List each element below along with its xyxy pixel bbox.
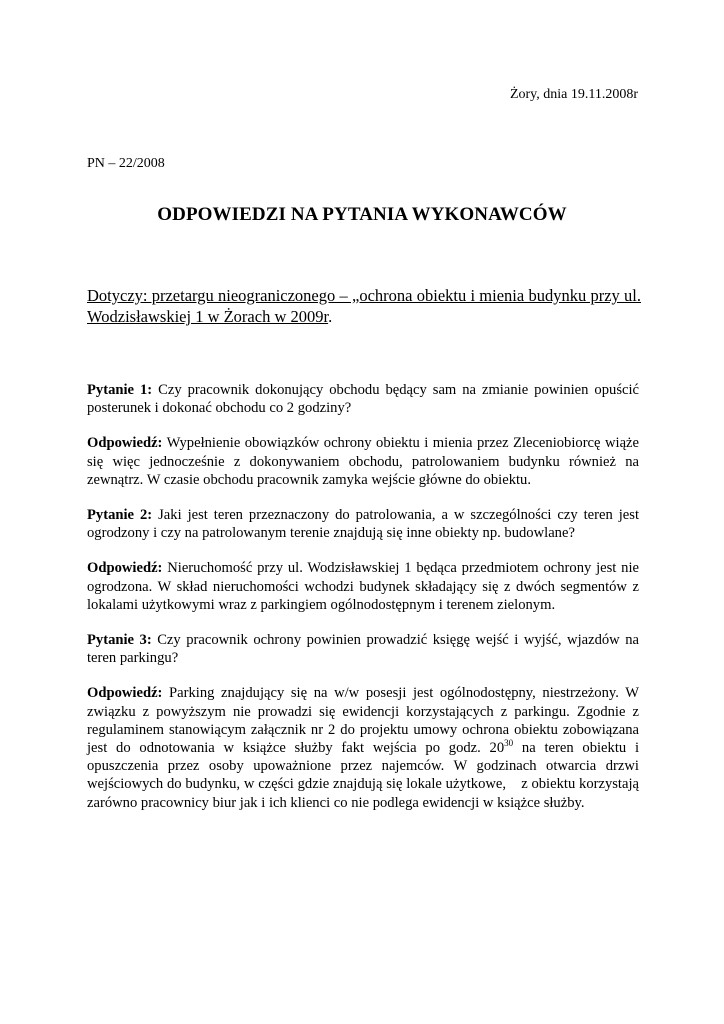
question-2-label: Pytanie 2: [87, 507, 153, 524]
answer-3-superscript: 30 [504, 738, 514, 749]
answer-2-label: Odpowiedź: [87, 560, 163, 577]
question-1-label: Pytanie 1: [87, 382, 153, 398]
question-2 [87, 506, 639, 542]
subject-text: Dotyczy: przetargu nieograniczonego – „ochrona obiektu i mienia budynku przy ul. Wodzisławskiej 1 w Żorach w 2009r [87, 286, 641, 326]
document-date: Żory, dnia 19.11.2008r [509, 87, 638, 102]
qa-body [87, 381, 643, 829]
answer-3-text-after: na teren obiektu i opuszczenia przez osoby upoważnione przez najemców. W godzinach otwarcia drzwi wejściowych do budynku, w części gdzie znajdują się lokale użytkowe, z obiektu korzystają zarówno pracownicy biur jak i ich klienci co nie podlega ewidencji w książce służby. [87, 740, 643, 811]
question-2-text: Jaki jest teren przeznaczony do patrolowania, a w szczególności czy teren jest ogrodzony i czy na patrolowanym terenie znajdują się inne obiekty np. budowlane? [87, 507, 639, 542]
subject-end: . [328, 307, 333, 326]
answer-1-label: Odpowiedź: [87, 435, 163, 452]
question-3 [87, 631, 639, 667]
answer-1-text: Wypełnienie obowiązków ochrony obiektu i mienia przez Zleceniobiorcę wiąże się więc jednocześnie z dokonywaniem obchodu, patrolowaniem budynku również na zewnątrz. W czasie obchodu pracownik zamyka wejście główne do obiektu. [87, 435, 639, 488]
answer-2-text: Nieruchomość przy ul. Wodzisławskiej 1 będąca przedmiotem ochrony jest nie ogrodzona. W skład nieruchomości wchodzi budynek składający się z dwóch segmentów z lokalami użytkowymi wraz z parkingiem ogólnodostępnym i terenem zielonym. [87, 560, 639, 613]
answer-3-text-before: Parking znajdujący się na w/w posesji jest ogólnodostępny, niestrzeżony. W związku z powyższym nie prowadzi się ewidencji korzystających z parkingu. Zgodnie z regulaminem stanowiącym załącznik nr 2 do projektu umowy ochrona obiektu zobowiązana jest do odnotowania w książce służby fakt wejścia po godz. 20 [87, 685, 639, 757]
question-1 [87, 381, 639, 417]
answer-2 [87, 559, 639, 614]
reference-number: PN – 22/2008 [87, 156, 165, 171]
subject-line [87, 285, 641, 327]
answer-3 [87, 684, 643, 811]
question-3-text: Czy pracownik ochrony powinien prowadzić księgę wejść i wyjść, wjazdów na teren parkingu? [87, 632, 640, 667]
answer-3-label: Odpowiedź: [87, 685, 163, 702]
document-title: ODPOWIEDZI NA PYTANIA WYKONAWCÓW [157, 204, 567, 225]
answer-1 [87, 434, 639, 489]
question-1-text: Czy pracownik dokonujący obchodu będący sam na zmianie powinien opuścić posterunek i dokonać obchodu co 2 godziny? [87, 382, 640, 417]
question-3-label: Pytanie 3: [87, 632, 152, 649]
